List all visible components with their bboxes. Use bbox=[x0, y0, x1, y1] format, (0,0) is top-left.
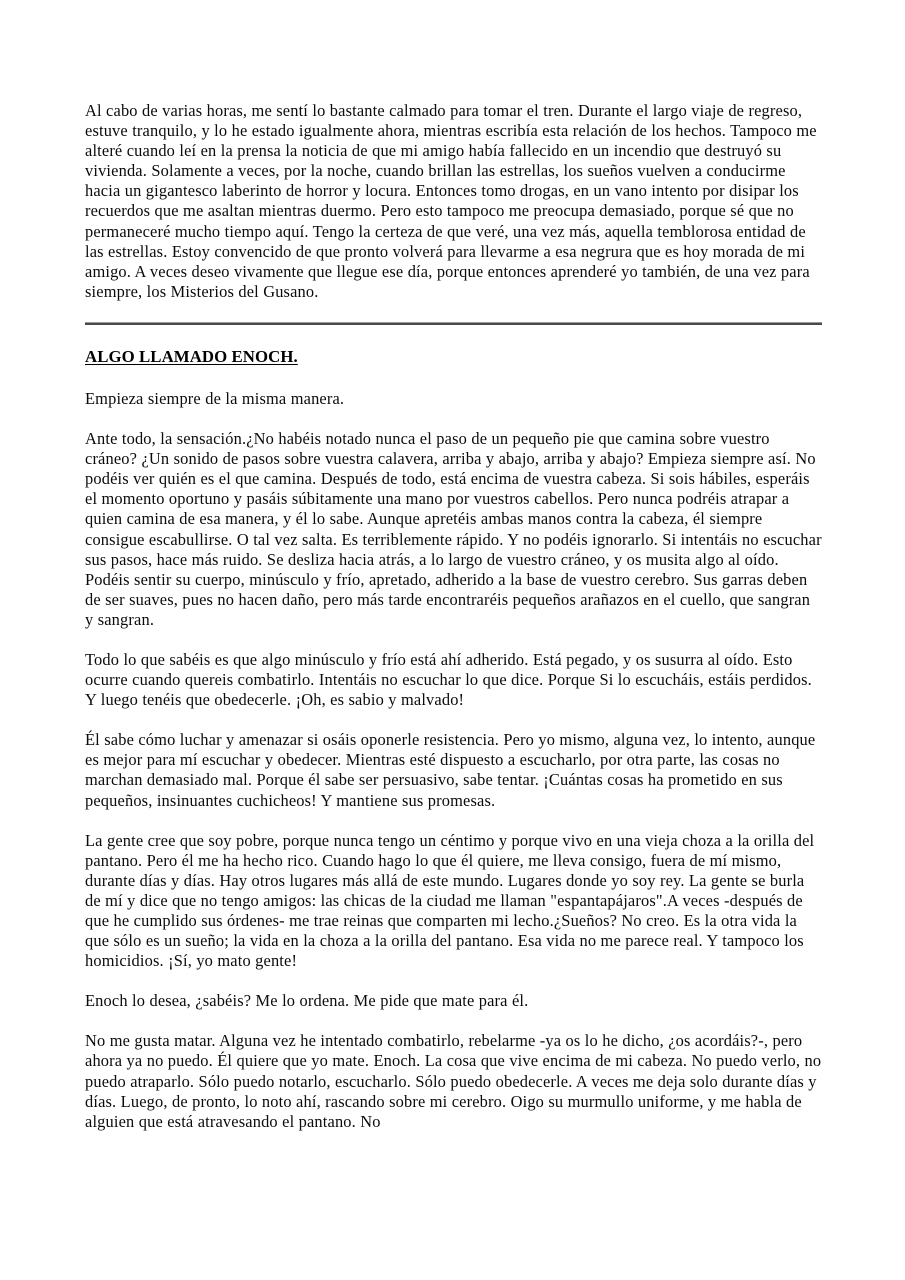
paragraph-3: Todo lo que sabéis es que algo minúsculo y frío está ahí adherido. Está pegado, y os susurra al oído. Esto ocurre cuando quereis combatirlo. Intentáis no escuchar lo que dice. Porque Si lo escucháis, estáis perdidos. Y luego tenéis que obedecerle. ¡Oh, es sabio y malvado! bbox=[85, 649, 812, 710]
section-title: ALGO LLAMADO ENOCH. bbox=[85, 346, 298, 366]
paragraph-5: La gente cree que soy pobre, porque nunca tengo un céntimo y porque vivo en una vieja choza a la orilla del pantano. Pero él me ha hecho rico. Cuando hago lo que él quiere, me lleva consigo, fuera de mí mismo, durante días y días. Hay otros lugares más allá de este mundo. Lugares donde yo soy rey. La gente se burla de mí y dice que no tengo amigos: las chicas de la ciudad me llaman "espantapájaros".A veces -después de que he cumplido sus órdenes- me trae reinas que comparten mi lecho.¿Sueños? No creo. Es la otra vida la que sólo es un sueño; la vida en la choza a la orilla del pantano. Esa vida no me parece real. Y tampoco los homicidios. ¡Sí, yo mato gente! bbox=[85, 830, 815, 971]
paragraph-intro: Al cabo de varias horas, me sentí lo bastante calmado para tomar el tren. Durante el largo viaje de regreso, estuve tranquilo, y lo he estado igualmente ahora, mientras escribía esta relación de los hechos. Tampoco me alteré cuando leí en la prensa la noticia de que mi amigo había fallecido en un incendio que destruyó su vivienda. Solamente a veces, por la noche, cuando brillan las estrellas, los sueños vuelven a conducirme hacia un gigantesco laberinto de horror y locura. Entonces tomo drogas, en un vano intento por disipar los recuerdos que me asaltan mientras duermo. Pero esto tampoco me preocupa demasiado, porque sé que no permaneceré mucho tiempo aquí. Tengo la certeza de que veré, una vez más, aquella temblorosa entidad de las estrellas. Estoy convencido de que pronto volverá para llevarme a esa negrura que es hoy morada de mi amigo. A veces deseo vivamente que llegue ese día, porque entonces aprenderé yo también, de una vez para siempre, los Misterios del Gusano. bbox=[85, 101, 817, 301]
paragraph-6: Enoch lo desea, ¿sabéis? Me lo ordena. Me pide que mate para él. bbox=[85, 991, 529, 1011]
paragraph-1: Empieza siempre de la misma manera. bbox=[85, 388, 345, 408]
section-divider bbox=[85, 322, 822, 325]
paragraph-4: Él sabe cómo luchar y amenazar si osáis oponerle resistencia. Pero yo mismo, alguna vez, lo intento, aunque es mejor para mí escuchar y obedecer. Mientras esté dispuesto a escucharlo, por otra parte, las cosas no marchan demasiado mal. Porque él sabe ser persuasivo, sabe tentar. ¡Cuántas cosas ha prometido en sus pequeños, insinuantes cuchicheos! Y mantiene sus promesas. bbox=[85, 730, 816, 810]
paragraph-2: Ante todo, la sensación.¿No habéis notado nunca el paso de un pequeño pie que camina sobre vuestro cráneo? ¿Un sonido de pasos sobre vuestra calavera, arriba y abajo, arriba y abajo? Empieza siempre así. No podéis ver quién es el que camina. Después de todo, está encima de vuestra cabeza. Si sois hábiles, esperáis el momento oportuno y pasáis súbitamente una mano por vuestros cabellos. Pero nunca podréis atrapar a quien camina de esa manera, y él lo sabe. Aunque apretéis ambas manos contra la cabeza, él siempre consigue escabullirse. O tal vez salta. Es terriblemente rápido. Y no podéis ignorarlo. Si intentáis no escuchar sus pasos, hace más ruido. Se desliza hacia atrás, a lo largo de vuestro cráneo, y os musita algo al oído. Podéis sentir su cuerpo, minúsculo y frío, apretado, adherido a la base de vuestro cerebro. Sus garras deben de ser suaves, pues no hacen daño, pero más tarde encontraréis pequeños arañazos en el cuello, que sangran y sangran. bbox=[85, 429, 822, 629]
page-content bbox=[85, 101, 822, 1132]
paragraph-7: No me gusta matar. Alguna vez he intentado combatirlo, rebelarme -ya os lo he dicho, ¿os acordáis?-, pero ahora ya no puedo. Él quiere que yo mate. Enoch. La cosa que vive encima de mi cabeza. No puedo verlo, no puedo atraparlo. Sólo puedo notarlo, escucharlo. Sólo puedo obedecerle. A veces me deja solo durante días y días. Luego, de pronto, lo noto ahí, rascando sobre mi cerebro. Oigo su murmullo uniforme, y me habla de alguien que está atravesando el pantano. No bbox=[85, 1031, 822, 1131]
